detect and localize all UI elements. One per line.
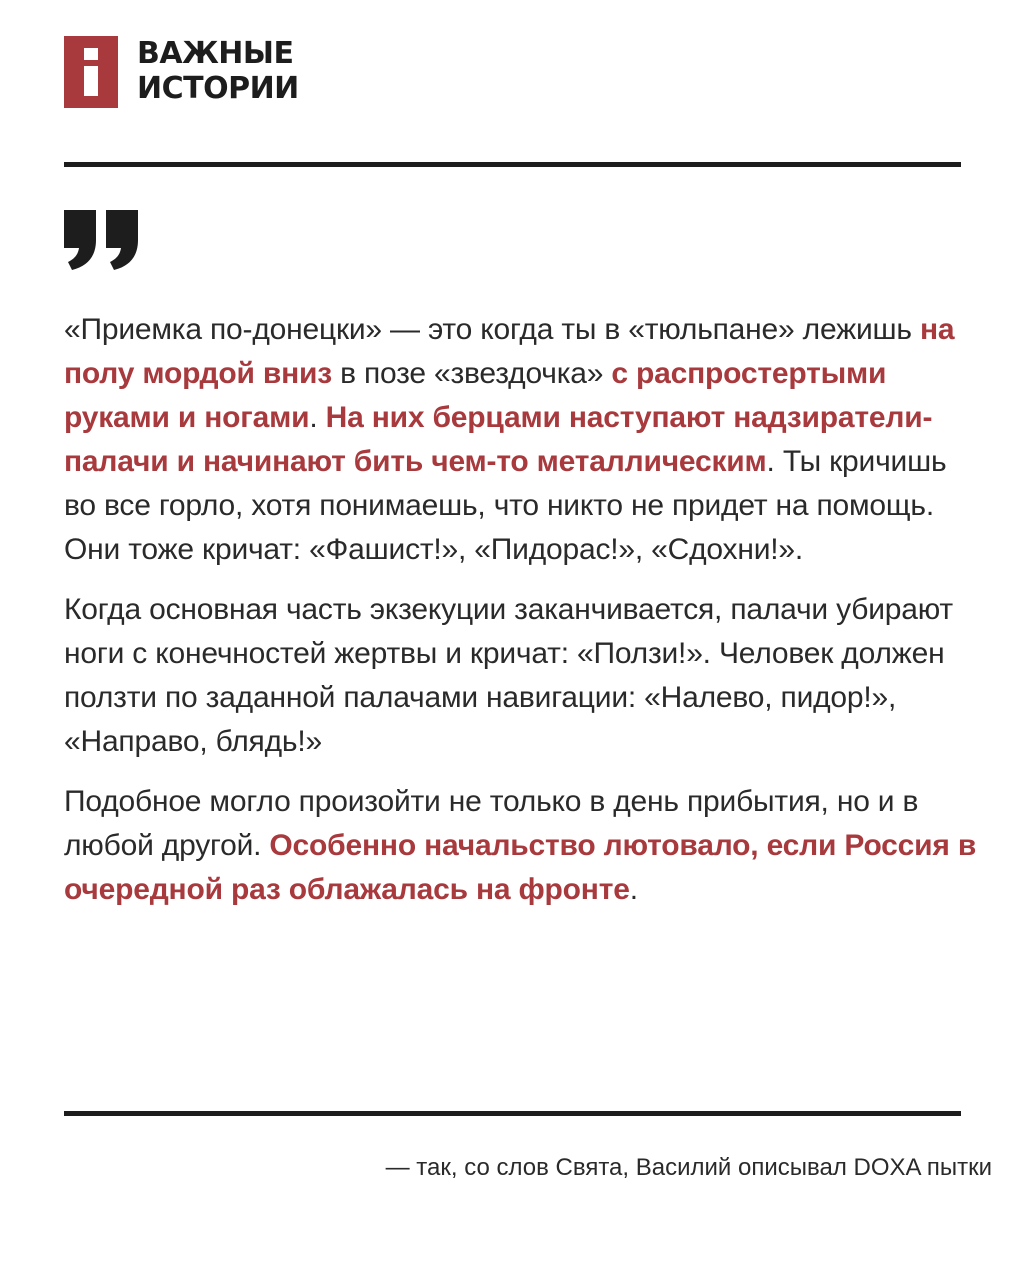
- closing-quote-icon: [62, 206, 142, 272]
- highlighted-text: с распростертыми руками и ногами: [64, 357, 887, 434]
- body-text: в позе «звездочка»: [331, 357, 612, 390]
- highlighted-text: На них берцами наступают надзиратели-палачи и начинают бить чем-то металлическим: [64, 401, 933, 478]
- top-divider: [64, 162, 961, 167]
- body-text: . Ты кричишь во все горло, хотя понимаешь, что никто не придет на помощь. Они тоже кричат: «Фашист!», «Пидорас!», «Сдохни!».: [64, 445, 947, 566]
- body-text: «Приемка по-донецки» — это когда ты в «тюльпане» лежишь: [64, 313, 920, 346]
- body-text: Когда основная часть экзекуции заканчивается, палачи убирают ноги с конечностей жертвы и кричат: «Ползи!». Человек должен ползти по заданной палачами навигации: «Налево, пидор!», «Направо, блядь!»: [64, 593, 953, 758]
- highlighted-text: на полу мордой вниз: [64, 313, 955, 390]
- bottom-divider: [64, 1111, 961, 1116]
- attribution: — так, со слов Свята, Василий описывал DOXA пытки: [385, 1154, 992, 1181]
- brand-name-line-2: ИСТОРИИ: [137, 71, 299, 106]
- brand-name: [137, 36, 299, 106]
- paragraph: [64, 588, 984, 764]
- brand-name-line-1: ВАЖНЫЕ: [137, 36, 294, 71]
- body-text: .: [629, 873, 638, 906]
- highlighted-text: Особенно начальство лютовало, если Россия в очередной раз облажалась на фронте: [64, 829, 977, 906]
- paragraph: [64, 780, 984, 912]
- info-i-icon: [64, 36, 118, 108]
- quote-body: [64, 308, 984, 928]
- body-text: Подобное могло произойти не только в день прибытия, но и в любой другой.: [64, 785, 919, 862]
- brand-logo: [64, 36, 299, 108]
- body-text: .: [309, 401, 326, 434]
- paragraph: [64, 308, 984, 572]
